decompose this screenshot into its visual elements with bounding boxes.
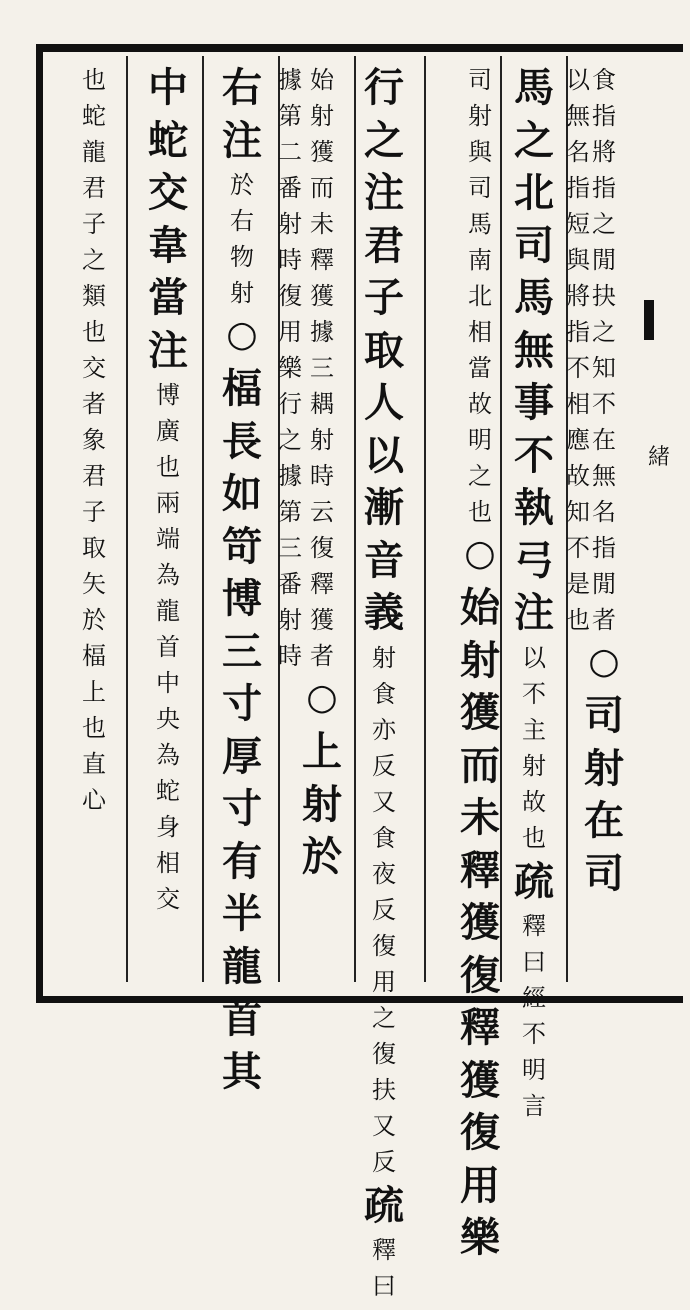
- text-char: 不: [566, 354, 590, 382]
- text-char: 半: [222, 890, 262, 937]
- text-char: 不: [566, 534, 590, 562]
- text-char: 也: [82, 318, 106, 346]
- text-char: 用: [372, 967, 396, 996]
- text-char: 樂: [460, 1214, 500, 1261]
- text-char: 獲: [460, 899, 500, 946]
- text-char: 也: [522, 823, 546, 852]
- text-char: 無: [592, 462, 616, 490]
- text-char: 之: [468, 462, 492, 490]
- section-circle-mark: ○: [464, 533, 496, 574]
- text-char: 據: [310, 318, 334, 346]
- text-char: 獲: [310, 606, 334, 634]
- text-char: 射: [310, 426, 334, 454]
- text-char: 楅: [222, 365, 262, 412]
- column-rule: [202, 56, 204, 982]
- text-char: 獲: [460, 1056, 500, 1104]
- text-char: 首: [156, 633, 180, 661]
- text-char: 右: [230, 207, 254, 235]
- text-char: 疏: [364, 1181, 404, 1229]
- text-column: [142, 64, 194, 923]
- text-char: 獲: [460, 689, 500, 736]
- text-char: 廣: [156, 417, 180, 445]
- text-char: 復: [460, 1109, 500, 1156]
- column-rule: [424, 56, 426, 982]
- text-char: 於: [230, 171, 254, 199]
- text-char: 無: [566, 102, 590, 130]
- text-char: 人: [364, 379, 404, 426]
- text-char: 復: [372, 931, 396, 960]
- text-char: 抉: [592, 282, 616, 310]
- text-char: 馬: [514, 64, 554, 111]
- text-char: 不: [522, 679, 546, 708]
- text-char: 為: [156, 741, 180, 769]
- text-char: 韋: [148, 221, 188, 269]
- text-char: 身: [156, 813, 180, 841]
- text-char: 也: [156, 453, 180, 481]
- text-char: 取: [364, 326, 404, 374]
- column-rule: [126, 56, 128, 982]
- text-char: 閒: [592, 246, 616, 274]
- text-char: 直: [82, 750, 106, 778]
- text-char: 蛇: [156, 777, 180, 805]
- column-rule: [354, 56, 356, 982]
- text-char: 將: [592, 138, 616, 166]
- text-char: 指: [566, 174, 590, 202]
- text-char: 類: [82, 282, 106, 310]
- text-char: 相: [468, 318, 492, 346]
- text-char: 取: [82, 534, 106, 562]
- text-char: 之: [514, 116, 554, 164]
- text-char: 矢: [82, 570, 106, 598]
- text-char: 用: [278, 318, 302, 346]
- text-char: 耦: [310, 390, 334, 418]
- section-circle-mark: ○: [588, 641, 620, 682]
- text-char: 復: [278, 282, 302, 310]
- text-char: 也: [468, 498, 492, 526]
- text-char: 三: [222, 627, 262, 675]
- text-char: 以: [364, 431, 404, 479]
- text-char: 漸: [364, 484, 404, 531]
- text-char: 之: [82, 246, 106, 274]
- text-char: 據: [278, 462, 302, 490]
- text-char: 知: [566, 498, 590, 526]
- text-char: 樂: [278, 354, 302, 382]
- text-char: 子: [82, 210, 106, 238]
- text-char: 也: [566, 606, 590, 634]
- text-char: 注: [514, 589, 554, 636]
- text-char: 食: [372, 823, 396, 852]
- text-char: 子: [82, 498, 106, 526]
- text-char: 司: [514, 221, 554, 269]
- text-char: 事: [514, 379, 554, 426]
- text-char: 指: [592, 534, 616, 562]
- text-char: 無: [514, 326, 554, 374]
- text-char: 故: [566, 462, 590, 490]
- text-char: 龍: [222, 942, 262, 990]
- text-char: 龍: [82, 138, 106, 166]
- text-char: 夜: [372, 859, 396, 888]
- text-char: 當: [148, 274, 188, 321]
- text-char: 物: [230, 243, 254, 271]
- text-char: 釋: [460, 846, 500, 894]
- text-char: 執: [514, 484, 554, 531]
- text-char: 獲: [310, 138, 334, 166]
- text-char: 君: [82, 462, 106, 490]
- text-char: 首: [222, 995, 262, 1042]
- text-char: 指: [566, 318, 590, 346]
- text-char: 主: [522, 715, 546, 744]
- text-char: 北: [514, 169, 554, 216]
- text-char: 南: [468, 246, 492, 274]
- margin-mark: [644, 300, 654, 340]
- text-char: 注: [364, 169, 404, 216]
- text-char: 行: [364, 64, 404, 111]
- text-char: 曰: [372, 1272, 396, 1300]
- text-char: 時: [310, 462, 334, 490]
- text-char: 兩: [156, 489, 180, 517]
- text-char: 短: [566, 210, 590, 238]
- text-char: 者: [310, 642, 334, 670]
- text-char: 射: [584, 744, 624, 792]
- text-char: 指: [592, 102, 616, 130]
- text-char: 於: [302, 833, 342, 880]
- text-char: 端: [156, 525, 180, 553]
- text-char: 注: [148, 326, 188, 374]
- text-char: 笴: [222, 522, 262, 570]
- text-char: 與: [566, 246, 590, 274]
- section-circle-mark: ○: [306, 677, 338, 718]
- text-column: [508, 64, 560, 1130]
- text-char: 寸: [222, 785, 262, 832]
- text-column: [216, 64, 268, 1104]
- text-char: 象: [82, 426, 106, 454]
- text-char: 復: [372, 1039, 396, 1068]
- text-char: 射: [372, 643, 396, 672]
- text-char: 用: [460, 1161, 500, 1209]
- text-char: 為: [156, 561, 180, 589]
- text-char: 馬: [514, 274, 554, 321]
- text-char: 釋: [460, 1004, 500, 1051]
- text-char: 注: [222, 116, 262, 164]
- text-char: 而: [310, 174, 334, 202]
- text-char: 寸: [222, 680, 262, 727]
- text-char: 食: [372, 679, 396, 708]
- text-char: 右: [222, 64, 262, 111]
- text-char: 經: [522, 984, 546, 1012]
- text-char: 復: [460, 951, 500, 999]
- text-char: 中: [156, 669, 180, 697]
- text-char: 射: [302, 780, 342, 828]
- margin-text: 緒: [648, 445, 671, 470]
- text-char: 二: [278, 138, 302, 166]
- text-char: 故: [522, 787, 546, 816]
- text-column: [358, 64, 410, 1310]
- text-char: 相: [156, 849, 180, 877]
- text-char: 反: [372, 751, 396, 780]
- text-char: 疏: [514, 857, 554, 905]
- text-char: 之: [592, 210, 616, 238]
- text-char: 也: [82, 66, 106, 94]
- text-char: 者: [592, 606, 616, 634]
- text-char: 與: [468, 138, 492, 166]
- text-char: 反: [372, 1147, 396, 1176]
- text-char: 射: [468, 102, 492, 130]
- text-char: 明: [522, 1056, 546, 1084]
- text-char: 之: [372, 1003, 396, 1032]
- text-char: 不: [522, 1020, 546, 1048]
- text-char: 之: [278, 426, 302, 454]
- text-char: 扶: [372, 1075, 396, 1104]
- text-char: 始: [460, 584, 500, 631]
- text-char: 云: [310, 498, 334, 526]
- text-char: 交: [156, 885, 180, 913]
- text-char: 指: [592, 174, 616, 202]
- text-column: [68, 68, 120, 824]
- text-char: 楅: [82, 642, 106, 670]
- text-char: 據: [278, 66, 302, 94]
- text-char: 交: [148, 169, 188, 216]
- text-char: 義: [364, 589, 404, 636]
- text-char: 當: [468, 354, 492, 382]
- text-char: 射: [522, 751, 546, 780]
- text-char: 番: [278, 174, 302, 202]
- text-char: 射: [278, 606, 302, 634]
- text-char: 曰: [522, 948, 546, 976]
- text-char: 其: [222, 1047, 262, 1095]
- text-char: 在: [592, 426, 616, 454]
- text-char: 名: [566, 138, 590, 166]
- text-column: [454, 68, 506, 1271]
- text-char: 不: [592, 390, 616, 418]
- text-char: 相: [566, 390, 590, 418]
- text-char: 君: [364, 221, 404, 269]
- text-char: 釋: [310, 570, 334, 598]
- text-char: 音: [364, 536, 404, 584]
- text-char: 閒: [592, 570, 616, 598]
- text-char: 反: [372, 895, 396, 924]
- text-char: 之: [364, 116, 404, 164]
- text-char: 將: [566, 282, 590, 310]
- text-char: 第: [278, 498, 302, 526]
- text-char: 弓: [514, 536, 554, 584]
- text-char: 有: [222, 837, 262, 885]
- text-char: 在: [584, 797, 624, 844]
- text-char: 央: [156, 705, 180, 733]
- text-char: 博: [222, 575, 262, 622]
- text-char: 復: [310, 534, 334, 562]
- text-char: 知: [592, 354, 616, 382]
- text-char: 釋: [522, 912, 546, 940]
- text-char: 而: [460, 741, 500, 789]
- text-char: 行: [278, 390, 302, 418]
- text-char: 三: [310, 354, 334, 382]
- text-char: 未: [460, 794, 500, 841]
- section-circle-mark: ○: [226, 314, 258, 355]
- text-char: 故: [468, 390, 492, 418]
- text-char: 始: [310, 66, 334, 94]
- text-char: 蛇: [82, 102, 106, 130]
- text-char: 言: [522, 1092, 546, 1120]
- text-char: 子: [364, 274, 404, 321]
- text-char: 三: [278, 534, 302, 562]
- text-char: 時: [278, 642, 302, 670]
- text-char: 於: [82, 606, 106, 634]
- text-char: 北: [468, 282, 492, 310]
- text-char: 蛇: [148, 116, 188, 164]
- text-char: 第: [278, 102, 302, 130]
- text-char: 明: [468, 426, 492, 454]
- text-char: 名: [592, 498, 616, 526]
- text-char: 司: [584, 849, 624, 897]
- text-char: 博: [156, 381, 180, 409]
- text-char: 時: [278, 246, 302, 274]
- text-char: 長: [222, 417, 262, 465]
- text-char: 是: [566, 570, 590, 598]
- text-char: 番: [278, 570, 302, 598]
- text-char: 射: [278, 210, 302, 238]
- text-char: 馬: [468, 210, 492, 238]
- text-char: 龍: [156, 597, 180, 625]
- text-char: 食: [592, 66, 616, 94]
- text-char: 釋: [372, 1236, 396, 1264]
- text-char: 應: [566, 426, 590, 454]
- text-char: 射: [460, 636, 500, 684]
- text-char: 釋: [310, 246, 334, 274]
- text-char: 心: [82, 786, 106, 814]
- text-char: 司: [468, 174, 492, 202]
- text-char: 不: [514, 431, 554, 479]
- text-char: 司: [584, 692, 624, 739]
- text-char: 交: [82, 354, 106, 382]
- text-char: 也: [82, 714, 106, 742]
- text-char: 君: [82, 174, 106, 202]
- text-char: 以: [522, 643, 546, 672]
- text-char: 又: [372, 787, 396, 816]
- text-column: [264, 68, 316, 680]
- text-char: 上: [82, 678, 106, 706]
- text-char: 厚: [222, 732, 262, 780]
- text-char: 中: [148, 64, 188, 111]
- text-char: 獲: [310, 282, 334, 310]
- text-char: 之: [592, 318, 616, 346]
- text-char: 射: [230, 279, 254, 307]
- text-char: 者: [82, 390, 106, 418]
- text-char: 如: [222, 470, 262, 517]
- text-char: 以: [566, 66, 590, 94]
- text-char: 未: [310, 210, 334, 238]
- text-char: 射: [310, 102, 334, 130]
- text-char: 又: [372, 1111, 396, 1140]
- text-char: 上: [302, 728, 342, 775]
- text-char: 亦: [372, 715, 396, 744]
- text-char: 司: [468, 66, 492, 94]
